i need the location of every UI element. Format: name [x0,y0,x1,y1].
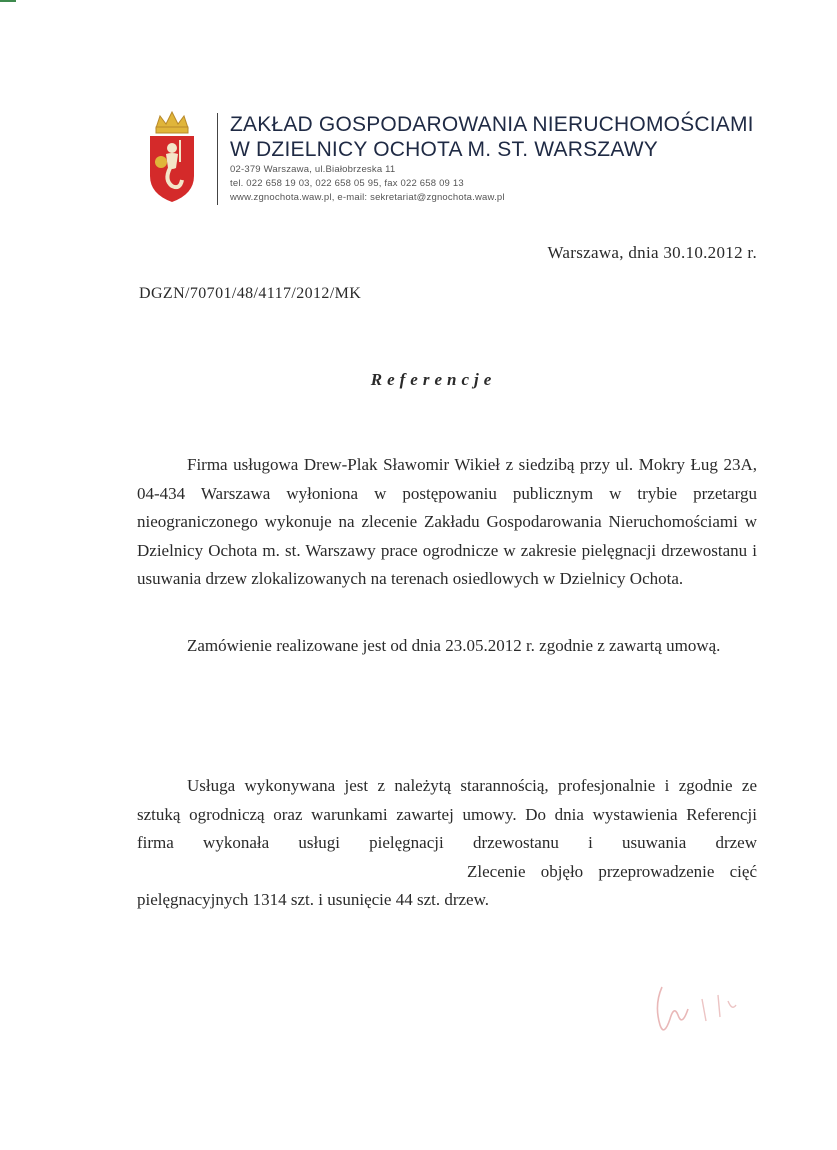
paragraph-contract-start: Zamówienie realizowane jest od dnia 23.05.2012 r. zgodnie z zawartą umową. [187,636,721,655]
paragraph-service-quality-part2: Zlecenie objęło przeprowadzenie cięć pielęgnacyjnych 1314 szt. i usunięcie 44 szt. drzew. [137,861,757,909]
institution-phone: tel. 022 658 19 03, 022 658 05 95, fax 022 658 09 13 [230,178,464,189]
faded-signature [640,975,760,1045]
letter-date: Warszawa, dnia 30.10.2012 r. [547,243,757,262]
paragraph-service-quality [137,772,757,915]
institution-web-email: www.zgnochota.waw.pl, e-mail: sekretariat@zgnochota.waw.pl [230,192,505,203]
institution-name-line1: ZAKŁAD GOSPODAROWANIA NIERUCHOMOŚCIAMI [230,113,754,136]
warsaw-coat-of-arms-icon [146,110,198,204]
reference-number: DGZN/70701/48/4117/2012/MK [139,285,362,302]
letterhead-divider [217,113,218,205]
document-heading: Referencje [370,370,497,389]
paragraph-company-description: Firma usługowa Drew-Plak Sławomir Wikieł z siedzibą przy ul. Mokry Ług 23A, 04-434 Warszawa wyłoniona w postępowaniu publicznym w trybie przetargu nieograniczonego wykonuje na zlecenie Zakładu Gospodarowania Nieruchomościami w Dzielnicy Ochota m. st. Warszawy prace ogrodnicze w zakresie pielęgnacji drzewostanu i usuwania drzew zlokalizowanych na terenach osiedlowych w Dzielnicy Ochota. [137,455,757,588]
scan-corner-mark [0,0,16,2]
paragraph-service-quality-part1: Usługa wykonywana jest z należytą starannością, profesjonalnie i zgodnie ze sztuką ogrodniczą oraz warunkami zawartej umowy. Do dnia wystawienia Referencji firma wykonała usługi pielęgnacji drzewostanu i usuwania drzew [137,776,757,852]
institution-name-line2: W DZIELNICY OCHOTA M. ST. WARSZAWY [230,138,658,161]
institution-address: 02-379 Warszawa, ul.Białobrzeska 11 [230,164,396,175]
